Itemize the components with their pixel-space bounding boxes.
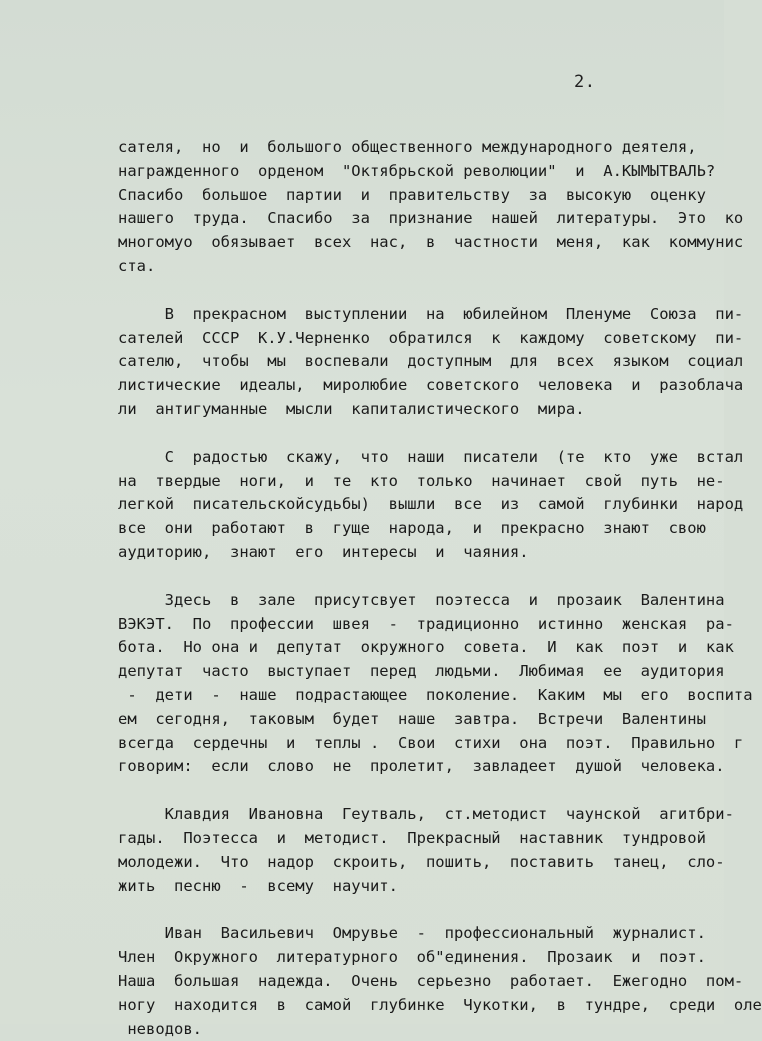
text-line: Член Окружного литературного об"единения. Прозаик и поэт. xyxy=(118,946,724,970)
text-line: аудиторию, знают его интересы и чаяния. xyxy=(118,541,724,565)
text-line: гады. Поэтесса и методист. Прекрасный наставник тундровой xyxy=(118,827,724,851)
text-line: неводов. xyxy=(118,1018,724,1041)
text-line: нашего труда. Спасибо за признание нашей литературы. Это ко xyxy=(118,207,724,231)
text-line: многомуо обязывает всех нас, в частности меня, как коммунис xyxy=(118,231,724,255)
text-line: молодежи. Что надор скроить, пошить, поставить танец, сло- xyxy=(118,851,724,875)
text-line: Клавдия Ивановна Геутваль, ст.методист чаунской агитбри- xyxy=(118,803,724,827)
text-line: ногу находится в самой глубинке Чукотки, в тундре, среди оле xyxy=(118,994,724,1018)
paragraph xyxy=(118,446,724,565)
text-line: бота. Но она и депутат окружного совета. И как поэт и как xyxy=(118,636,724,660)
text-line: В прекрасном выступлении на юбилейном Пленуме Союза пи- xyxy=(118,303,724,327)
document-body xyxy=(118,136,724,1041)
text-line: всегда сердечны и теплы . Свои стихи она поэт. Правильно г xyxy=(118,732,724,756)
text-line: Спасибо большое партии и правительству за высокую оценку xyxy=(118,184,724,208)
paragraph xyxy=(118,922,724,1041)
text-line: сателей СССР К.У.Черненко обратился к каждому советскому пи- xyxy=(118,327,724,351)
text-line: депутат часто выступает перед людьми. Любимая ее аудитория xyxy=(118,660,724,684)
text-line: - дети - наше подрастающее поколение. Каким мы его воспита xyxy=(118,684,724,708)
text-line: ем сегодня, таковым будет наше завтра. Встречи Валентины xyxy=(118,708,724,732)
text-line: все они работают в гуще народа, и прекрасно знают свою xyxy=(118,517,724,541)
page-number: 2. xyxy=(574,72,595,92)
text-line: Наша большая надежда. Очень серьезно работает. Ежегодно пом- xyxy=(118,970,724,994)
text-line: Здесь в зале присутсвует поэтесса и прозаик Валентина xyxy=(118,589,724,613)
text-line: ВЭКЭТ. По профессии швея - традиционно истинно женская ра- xyxy=(118,613,724,637)
paragraph xyxy=(118,803,724,898)
text-line: С радостью скажу, что наши писатели (те кто уже встал xyxy=(118,446,724,470)
text-line: сателю, чтобы мы воспевали доступным для всех языком социал xyxy=(118,350,724,374)
paragraph xyxy=(118,136,724,279)
text-line: легкой писательскойсудьбы) вышли все из самой глубинки народ xyxy=(118,493,724,517)
text-line: жить песню - всему научит. xyxy=(118,875,724,899)
text-line: ли антигуманные мысли капиталистического мира. xyxy=(118,398,724,422)
paragraph xyxy=(118,303,724,422)
text-line: говорим: если слово не пролетит, завладеет душой человека. xyxy=(118,755,724,779)
text-line: ста. xyxy=(118,255,724,279)
text-line: на твердые ноги, и те кто только начинает свой путь не- xyxy=(118,470,724,494)
text-line: награжденного орденом "Октябрьской революции" и А.КЫМЫТВАЛЬ? xyxy=(118,160,724,184)
paragraph xyxy=(118,589,724,779)
text-line: сателя, но и большого общественного международного деятеля, xyxy=(118,136,724,160)
text-line: листические идеалы, миролюбие советского человека и разоблача xyxy=(118,374,724,398)
text-line: Иван Васильевич Омрувье - профессиональный журналист. xyxy=(118,922,724,946)
